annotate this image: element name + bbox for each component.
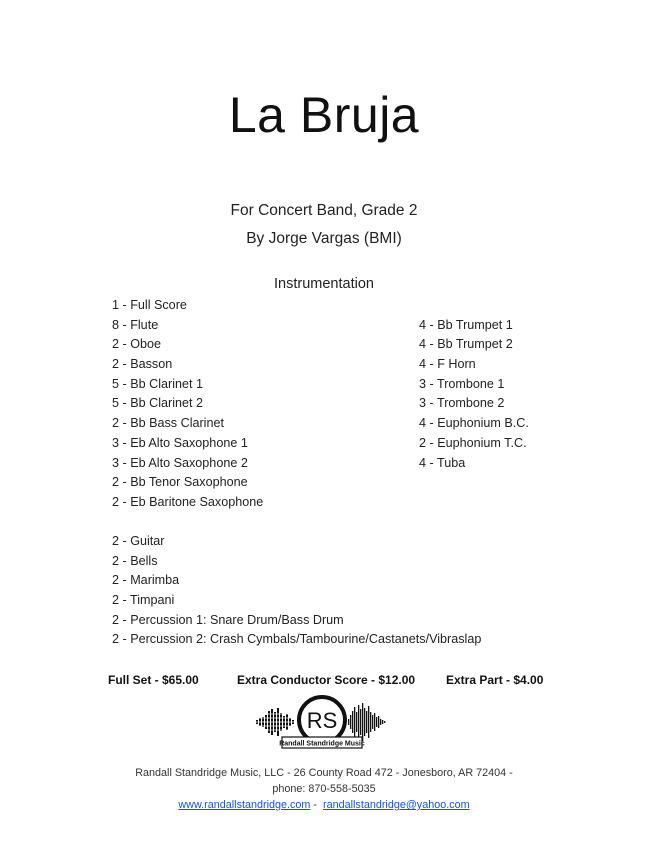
list-item: 8 - Flute bbox=[112, 317, 159, 332]
composer-byline: By Jorge Vargas (BMI) bbox=[246, 230, 402, 247]
list-item: 3 - Eb Alto Saxophone 1 bbox=[112, 435, 248, 450]
instrumentation-right-column bbox=[419, 316, 529, 474]
price-conductor-score: Extra Conductor Score - $12.00 bbox=[237, 673, 416, 687]
page-title: La Bruja bbox=[228, 87, 420, 143]
subtitle: For Concert Band, Grade 2 bbox=[230, 202, 418, 219]
list-item: 3 - Eb Alto Saxophone 2 bbox=[112, 455, 248, 470]
logo-monogram: RS bbox=[306, 708, 338, 733]
footer-address: Randall Standridge Music, LLC - 26 County Road 472 - Jonesboro, AR 72404 - bbox=[135, 767, 513, 779]
instrumentation-heading: Instrumentation bbox=[274, 276, 374, 292]
pricing-row bbox=[0, 673, 648, 691]
list-item: 2 - Percussion 2: Crash Cymbals/Tambourine/Castanets/Vibraslap bbox=[112, 632, 482, 647]
list-item: 2 - Marimba bbox=[112, 573, 180, 588]
price-extra-part: Extra Part - $4.00 bbox=[446, 673, 544, 687]
website-link[interactable]: www.randallstandridge.com bbox=[178, 799, 311, 811]
list-item: 2 - Percussion 1: Snare Drum/Bass Drum bbox=[112, 612, 344, 627]
logo-banner: Randall Standridge Music bbox=[279, 740, 365, 748]
list-item: 2 - Bb Tenor Saxophone bbox=[112, 475, 248, 490]
footer-links bbox=[0, 799, 648, 811]
list-item: 5 - Bb Clarinet 2 bbox=[112, 396, 203, 411]
list-item: 2 - Euphonium T.C. bbox=[419, 435, 527, 450]
list-item: 2 - Oboe bbox=[112, 337, 162, 352]
list-item: 2 - Timpani bbox=[112, 593, 175, 608]
list-item: 1 - Full Score bbox=[112, 298, 187, 312]
footer-phone: phone: 870-558-5035 bbox=[272, 783, 376, 795]
list-item: 4 - F Horn bbox=[419, 357, 476, 372]
list-item: 2 - Guitar bbox=[112, 534, 165, 548]
list-item: 2 - Bells bbox=[112, 553, 158, 568]
instrumentation-left-column bbox=[112, 296, 263, 513]
list-item: 4 - Tuba bbox=[419, 455, 466, 470]
link-separator: - bbox=[310, 799, 324, 811]
email-link[interactable]: randallstandridge@yahoo.com bbox=[323, 799, 470, 811]
list-item: 2 - Bb Bass Clarinet bbox=[112, 416, 224, 431]
list-item: 3 - Trombone 1 bbox=[419, 376, 505, 391]
list-item: 5 - Bb Clarinet 1 bbox=[112, 376, 203, 391]
list-item: 4 - Bb Trumpet 1 bbox=[419, 317, 513, 332]
price-full-set: Full Set - $65.00 bbox=[108, 673, 199, 687]
list-item: 4 - Bb Trumpet 2 bbox=[419, 337, 513, 352]
list-item: 2 - Basson bbox=[112, 357, 173, 372]
list-item: 4 - Euphonium B.C. bbox=[419, 416, 529, 431]
list-item: 3 - Trombone 2 bbox=[419, 396, 505, 411]
list-item: 2 - Eb Baritone Saxophone bbox=[112, 494, 264, 509]
instrumentation-percussion-list bbox=[112, 532, 481, 650]
soundwave-logo-icon bbox=[254, 693, 390, 751]
